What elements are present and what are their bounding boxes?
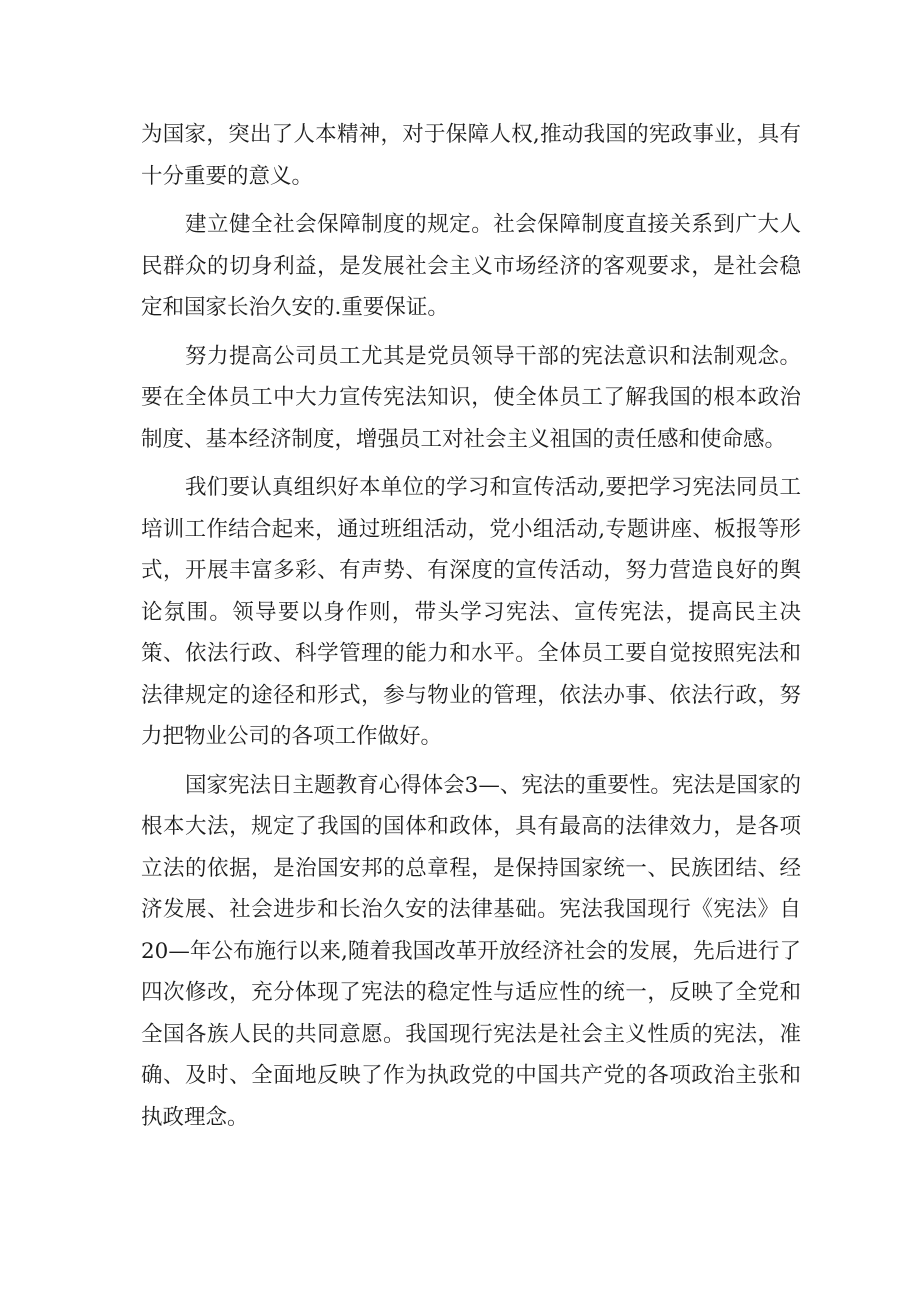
paragraph-social-security: 建立健全社会保障制度的规定。社会保障制度直接关系到广大人民群众的切身利益，是发展社会主义市场经济的客观要求，是社会稳定和国家长治久安的.重要保证。 (141, 212, 801, 320)
paragraph-legal-awareness: 努力提高公司员工尤其是党员领导干部的宪法意识和法制观念。要在全体员工中大力宣传宪法知识，使全体员工了解我国的根本政治制度、基本经济制度，增强员工对社会主义祖国的责任感和使命感。 (141, 343, 801, 452)
paragraph-study-activities: 我们要认真组织好本单位的学习和宣传活动,要把学习宪法同员工培训工作结合起来，通过班组活动，党小组活动,专题讲座、板报等形式，开展丰富多彩、有声势、有深度的宣传活动，努力营造良好的舆论氛围。领导要以身作则，带头学习宪法、宣传宪法，提高民主决策、依法行政、科学管理的能力和水平。全体员工要自觉按照宪法和法律规定的途径和形式，参与物业的管理，依法办事、依法行政，努力把物业公司的各项工作做好。 (141, 475, 801, 749)
paragraph-constitution-importance: 国家宪法日主题教育心得体会3—、宪法的重要性。宪法是国家的根本大法，规定了我国的国体和政体，具有最高的法律效力，是各项立法的依据，是治国安邦的总章程，是保持国家统一、民族团结、经济发展、社会进步和长治久安的法律基础。宪法我国现行《宪法》自20—年公布施行以来,随着我国改革开放经济社会的发展，先后进行了四次修改，充分体现了宪法的稳定性与适应性的统一，反映了全党和全国各族人民的共同意愿。我国现行宪法是社会主义性质的宪法，准确、及时、全面地反映了作为执政党的中国共产党的各项政治主张和执政理念。 (141, 772, 801, 1130)
paragraph-continued: 为国家，突出了人本精神，对于保障人权,推动我国的宪政事业，具有十分重要的意义。 (141, 122, 801, 189)
document-body (141, 114, 801, 1145)
